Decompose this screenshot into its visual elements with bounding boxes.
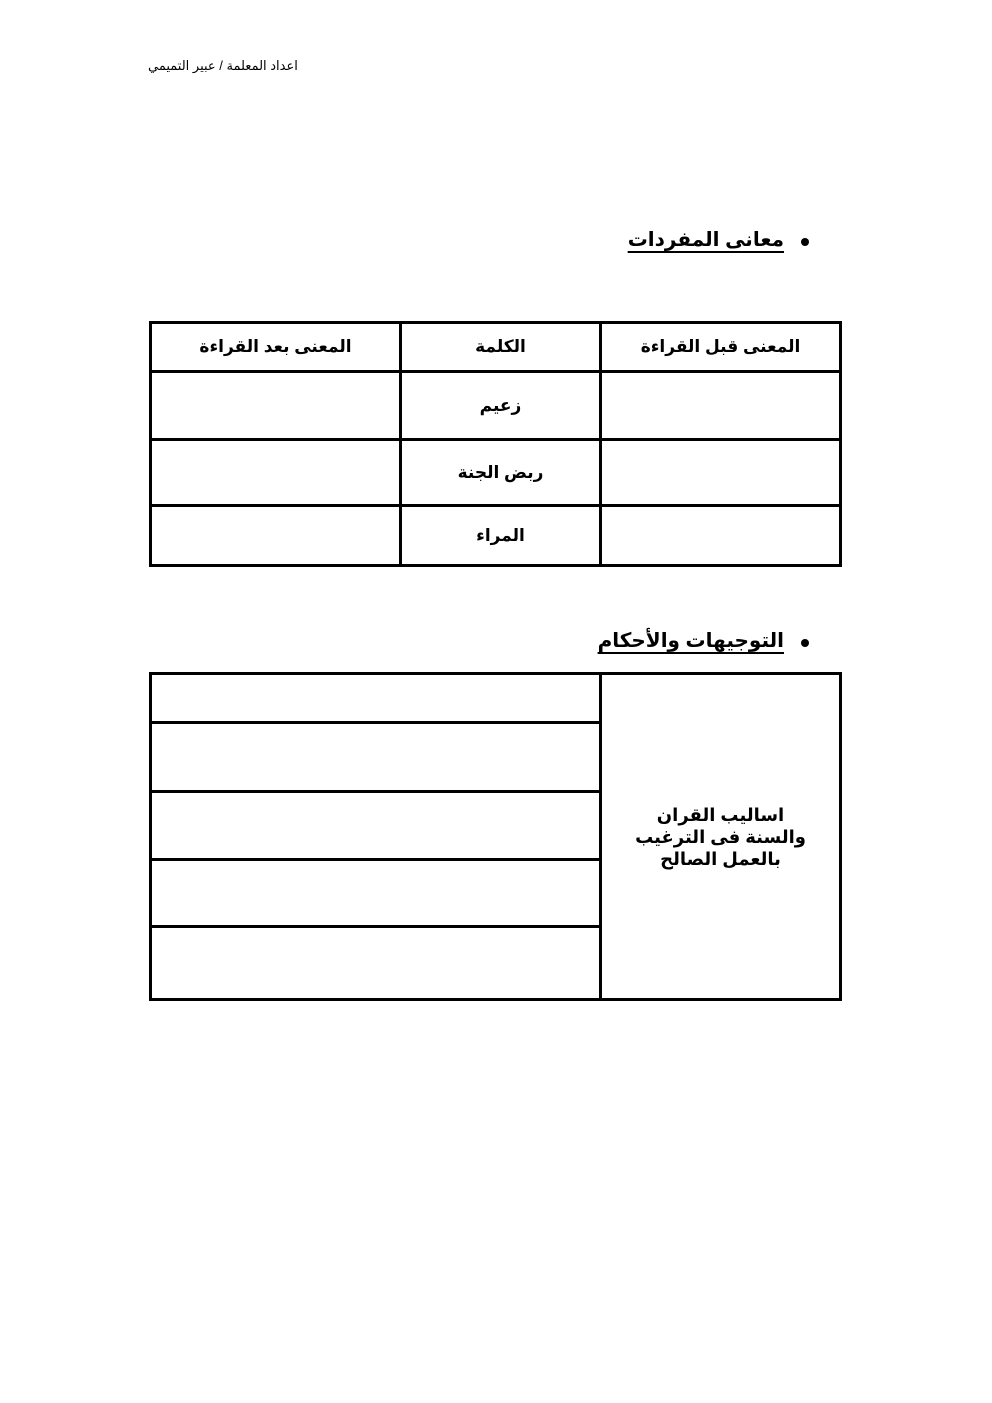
section-title-vocabulary: معانى المفردات bbox=[627, 229, 784, 251]
section-title-guidance: التوجيهات والأحكام bbox=[597, 630, 784, 652]
table-row bbox=[151, 506, 841, 566]
table-row bbox=[151, 372, 841, 440]
meaning-after-cell[interactable] bbox=[151, 440, 401, 506]
column-header-meaning-before: المعنى قبل القراءة bbox=[601, 323, 841, 372]
answer-cell[interactable] bbox=[151, 860, 601, 927]
vocabulary-table bbox=[149, 321, 842, 567]
word-cell: زعيم bbox=[401, 372, 601, 440]
column-header-word: الكلمة bbox=[401, 323, 601, 372]
bullet-icon bbox=[801, 639, 809, 647]
meaning-before-cell[interactable] bbox=[601, 440, 841, 506]
column-header-meaning-after: المعنى بعد القراءة bbox=[151, 323, 401, 372]
meaning-after-cell[interactable] bbox=[151, 372, 401, 440]
answer-cell[interactable] bbox=[151, 792, 601, 860]
meaning-after-cell[interactable] bbox=[151, 506, 401, 566]
table-row bbox=[151, 440, 841, 506]
bullet-icon bbox=[801, 238, 809, 246]
guidance-table bbox=[149, 672, 842, 1001]
table-header-row bbox=[151, 323, 841, 372]
table-row bbox=[151, 674, 841, 723]
word-cell: المراء bbox=[401, 506, 601, 566]
author-credit: اعداد المعلمة / عبير التميمي bbox=[148, 58, 298, 73]
meaning-before-cell[interactable] bbox=[601, 372, 841, 440]
meaning-before-cell[interactable] bbox=[601, 506, 841, 566]
word-cell: ربض الجنة bbox=[401, 440, 601, 506]
answer-cell[interactable] bbox=[151, 927, 601, 1000]
answer-cell[interactable] bbox=[151, 674, 601, 723]
guidance-topic-label: اساليب القران والسنة فى الترغيب بالعمل الصالح bbox=[601, 674, 841, 1000]
answer-cell[interactable] bbox=[151, 723, 601, 792]
